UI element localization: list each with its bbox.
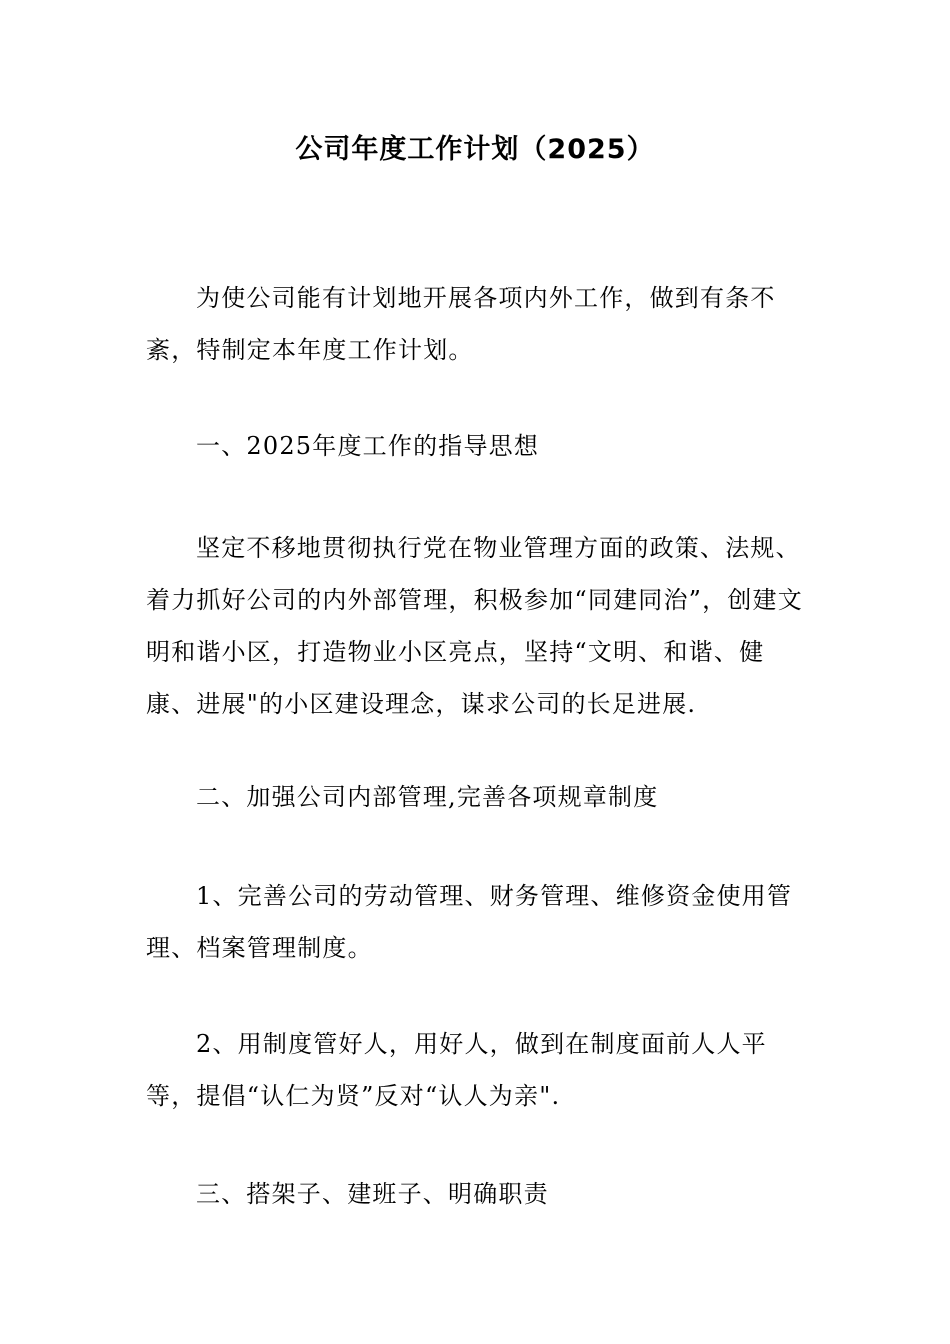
section-2-heading: 二、加强公司内部管理,完善各项规章制度 (196, 783, 659, 811)
section-3-heading: 三、搭架子、建班子、明确职责 (196, 1180, 549, 1208)
section-1-body: 坚定不移地贯彻执行党在物业管理方面的政策、法规、着力抓好公司的内外部管理，积极参加“同建同治”，创建文明和谐小区，打造物业小区亮点，坚持“文明、和谐、健康、进展"的小区建设理念，谋求公司的长足进展. (146, 534, 803, 718)
section-2-item-1: 1、完善公司的劳动管理、财务管理、维修资金使用管理、档案管理制度。 (146, 882, 793, 962)
section-2-item-2: 2、用制度管好人，用好人，做到在制度面前人人平等，提倡“认仁为贤”反对“认人为亲". (146, 1030, 767, 1110)
intro-paragraph: 为使公司能有计划地开展各项内外工作，做到有条不紊，特制定本年度工作计划。 (146, 284, 776, 364)
document-title: 公司年度工作计划（2025） (295, 134, 655, 165)
section-1-heading: 一、2025年度工作的指导思想 (196, 432, 540, 460)
